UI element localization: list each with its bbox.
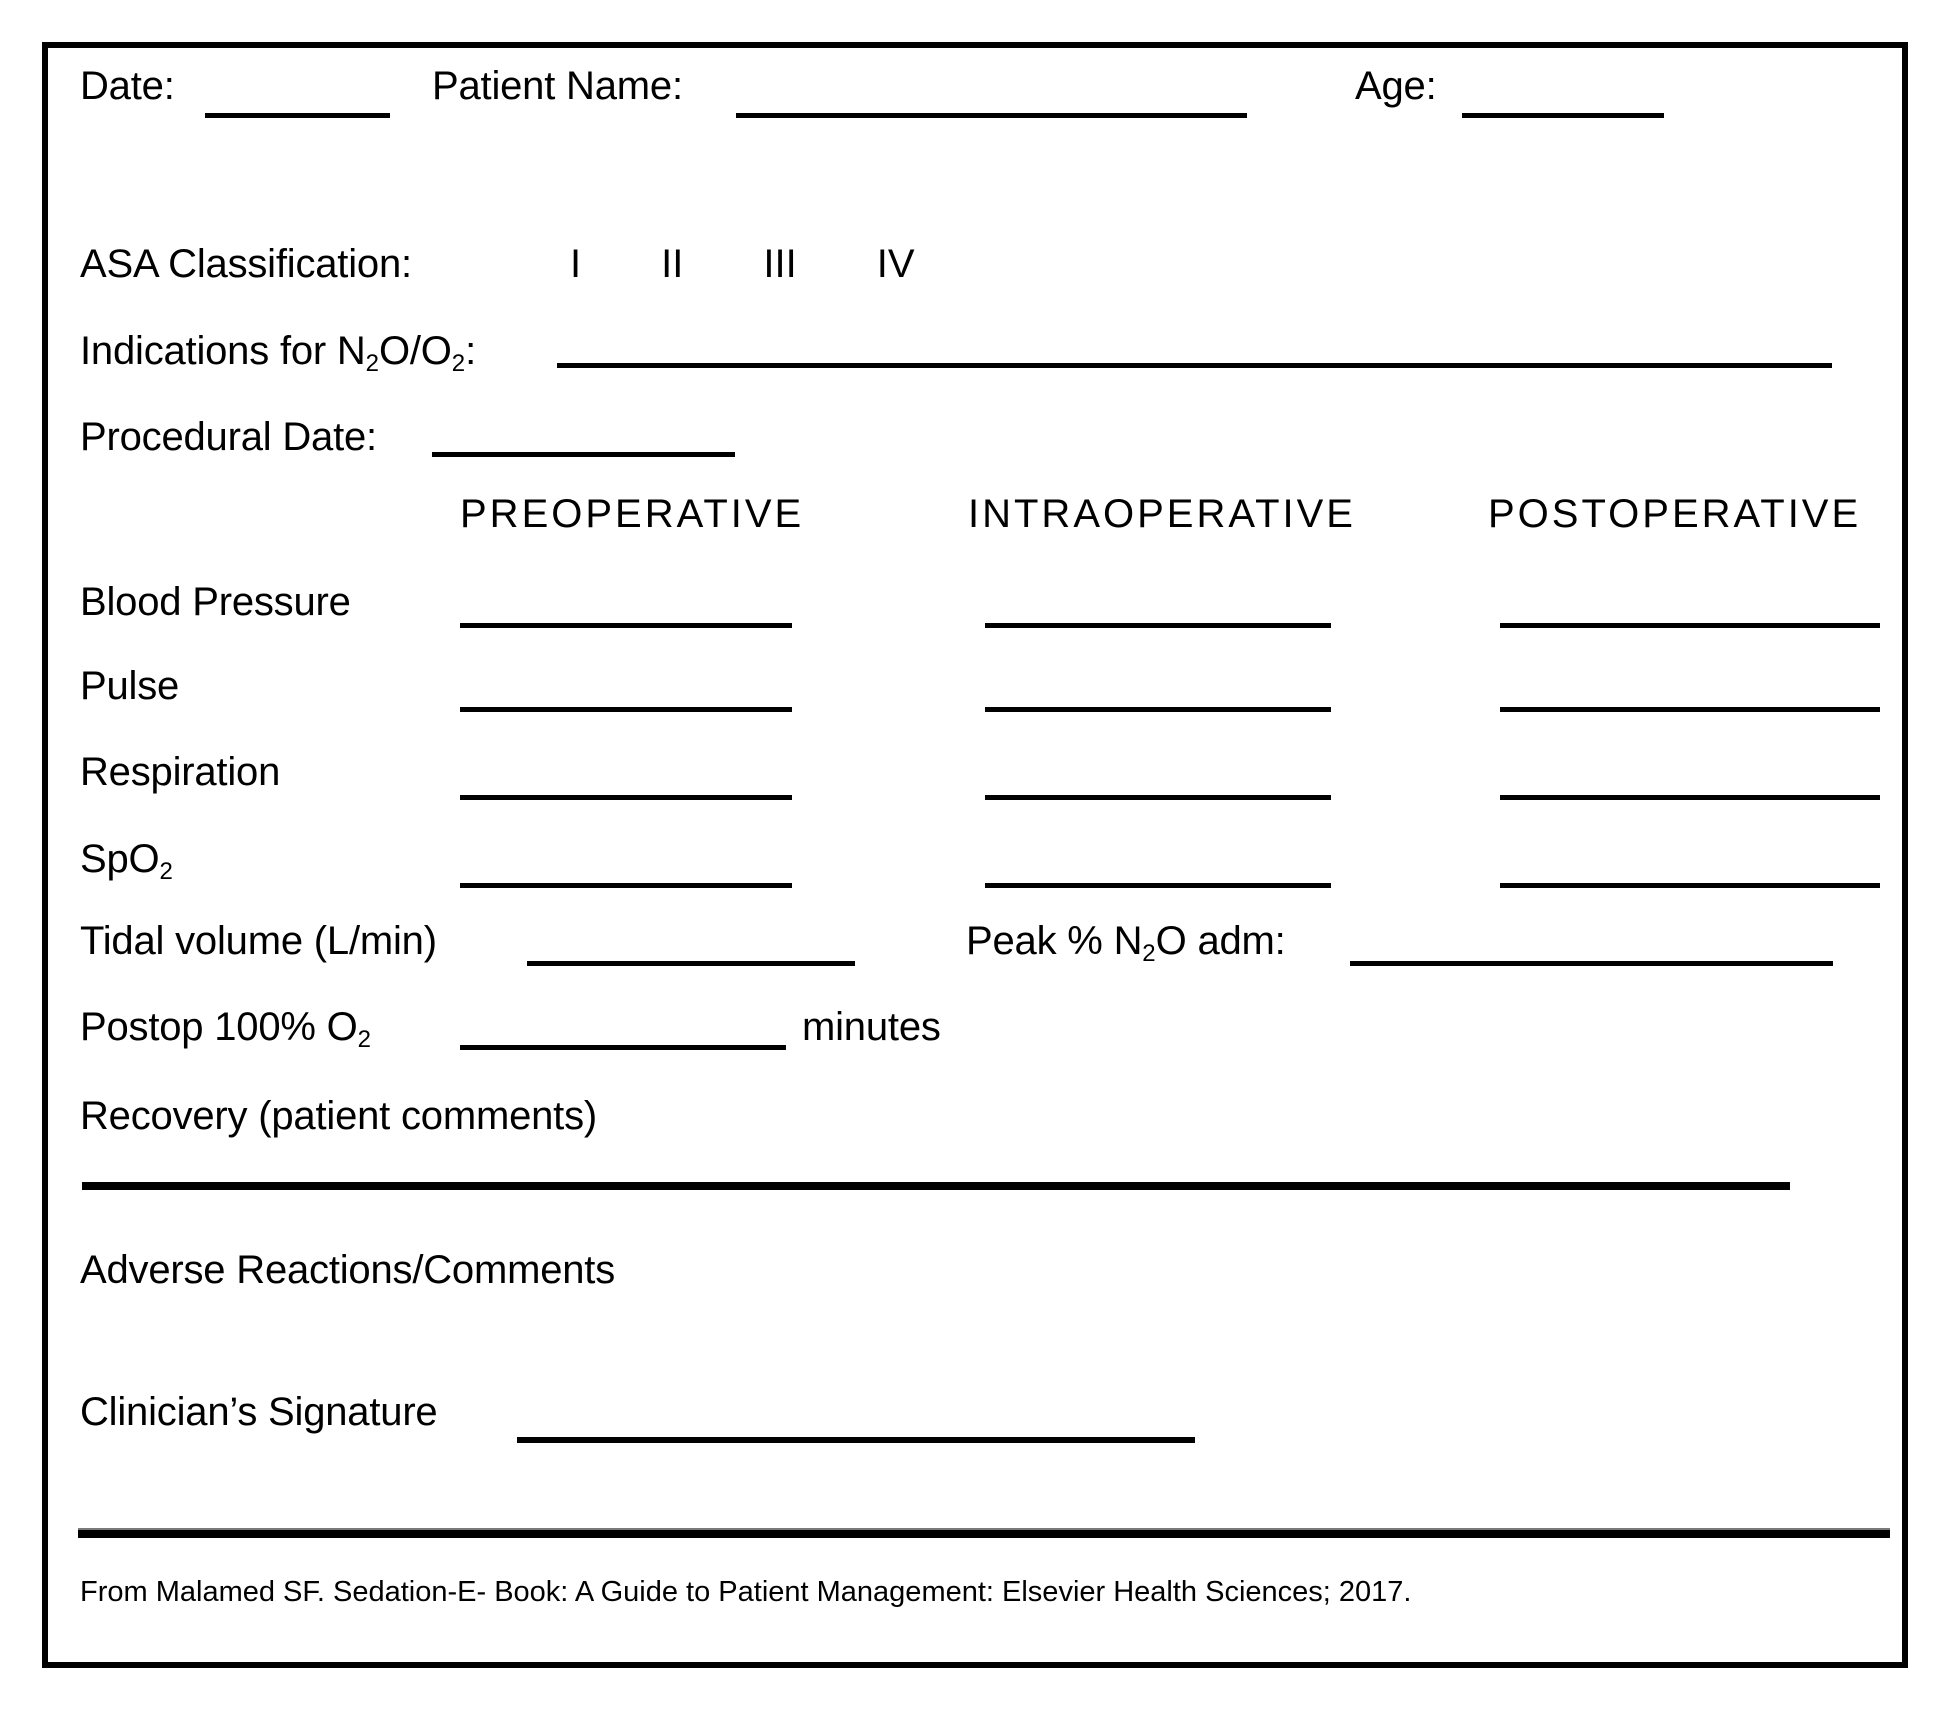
- pulse-label: Pulse: [80, 664, 180, 708]
- respiration-intraop-line[interactable]: [985, 795, 1331, 800]
- column-header-preoperative: PREOPERATIVE: [460, 492, 805, 536]
- date-label: Date:: [80, 64, 175, 108]
- indications-label: Indications for $N_2O/O_2$:: [80, 329, 477, 377]
- pulse-intraop-line[interactable]: [985, 707, 1331, 712]
- asa-options: [570, 240, 915, 288]
- blood-pressure-label: Blood Pressure: [80, 580, 351, 624]
- postop-o2-label: Postop 100% $O_2$: [80, 1005, 371, 1053]
- indications-field-line[interactable]: [557, 363, 1832, 368]
- blood-pressure-intraop-line[interactable]: [985, 623, 1331, 628]
- procedural-date-label: Procedural Date:: [80, 415, 377, 459]
- pulse-postop-line[interactable]: [1500, 707, 1880, 712]
- citation-text: From Malamed SF. Sedation-E- Book: A Guide to Patient Management: Elsevier Health Sciences; 2017.: [80, 1576, 1412, 1608]
- clinician-signature-line[interactable]: [517, 1437, 1195, 1443]
- tidal-volume-field-line[interactable]: [527, 961, 855, 966]
- footer-divider: [78, 1528, 1890, 1538]
- spo2-intraop-line[interactable]: [985, 883, 1331, 888]
- procedural-date-field-line[interactable]: [432, 452, 735, 457]
- patient-name-label: Patient Name:: [432, 64, 683, 108]
- recovery-label: Recovery (patient comments): [80, 1094, 598, 1138]
- age-field-line[interactable]: [1462, 113, 1664, 118]
- respiration-preop-line[interactable]: [460, 795, 792, 800]
- respiration-label: Respiration: [80, 750, 281, 794]
- blood-pressure-preop-line[interactable]: [460, 623, 792, 628]
- peak-n2o-field-line[interactable]: [1350, 961, 1833, 966]
- asa-option-iv[interactable]: IV: [876, 242, 915, 286]
- column-header-postoperative: POSTOPERATIVE: [1488, 492, 1862, 536]
- asa-option-ii[interactable]: II: [661, 242, 684, 286]
- patient-name-field-line[interactable]: [736, 113, 1247, 118]
- tidal-volume-label: Tidal volume (L/min): [80, 919, 437, 963]
- recovery-field-line[interactable]: [82, 1182, 1790, 1190]
- postop-o2-field-line[interactable]: [460, 1045, 786, 1050]
- pulse-preop-line[interactable]: [460, 707, 792, 712]
- age-label: Age:: [1355, 64, 1437, 108]
- spo2-preop-line[interactable]: [460, 883, 792, 888]
- clinician-signature-label: Clinician’s Signature: [80, 1390, 438, 1434]
- spo2-label: SpO$_2$: [80, 837, 173, 885]
- asa-option-iii[interactable]: III: [763, 242, 797, 286]
- asa-classification-label: ASA Classification:: [80, 242, 412, 286]
- respiration-postop-line[interactable]: [1500, 795, 1880, 800]
- postop-minutes-label: minutes: [802, 1005, 941, 1049]
- adverse-reactions-label: Adverse Reactions/Comments: [80, 1248, 616, 1292]
- column-header-intraoperative: INTRAOPERATIVE: [968, 492, 1356, 536]
- asa-option-i[interactable]: I: [570, 242, 582, 286]
- blood-pressure-postop-line[interactable]: [1500, 623, 1880, 628]
- date-field-line[interactable]: [205, 113, 390, 118]
- peak-n2o-label: Peak % $N_2O$ adm:: [966, 919, 1286, 967]
- spo2-postop-line[interactable]: [1500, 883, 1880, 888]
